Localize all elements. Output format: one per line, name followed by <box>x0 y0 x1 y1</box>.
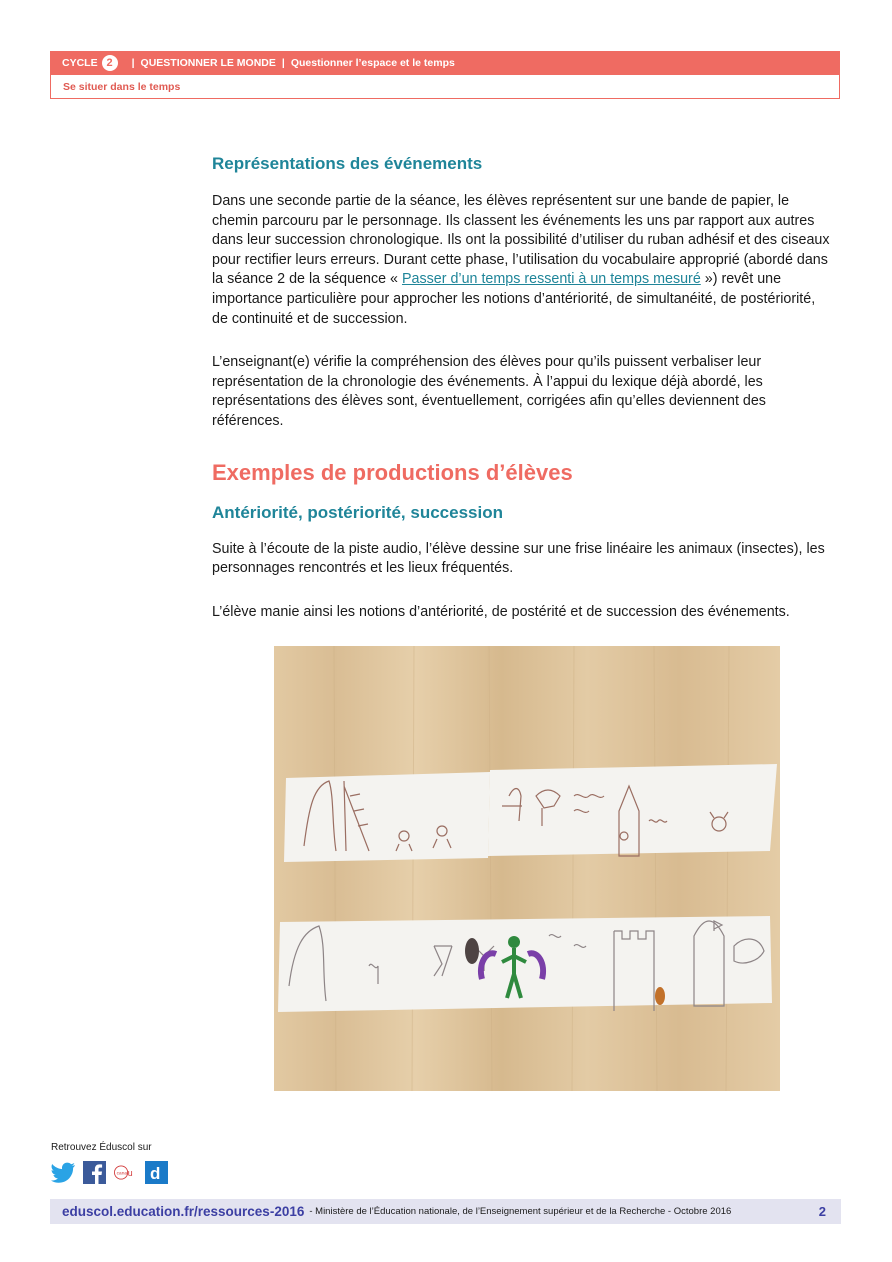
social-links <box>51 1160 169 1185</box>
paragraph-representations-2: L’enseignant(e) vérifie la compréhension des élèves pour qu’ils puissent verbaliser leur représentation de la chronologie des événements. À l’appui du lexique déjà abordé, les représentations des élèves sont, éventuellement, corrigées afin qu’elles deviennent des références. <box>212 354 766 429</box>
paragraph-text: Dans une seconde partie de la séance, les élèves représentent sur une bande de papier, le chemin parcouru par le personnage. Ils classent les événements les uns par rapport aux autres dans leur succession chronologique. Ils ont la possibilité d’utiliser du ruban adhésif et des ciseaux pour rectifier leurs erreurs. Durant cette phase, l’utilisation du vocabulaire approprié (abordé dans la séance 2 de la séquence « <box>212 193 830 288</box>
section-heading-representations: Représentations des événements <box>212 154 483 173</box>
svg-text:d: d <box>150 1164 161 1183</box>
frieze-drawing <box>274 646 780 1091</box>
facebook-icon[interactable] <box>82 1160 107 1185</box>
paragraph-representations-1 <box>212 192 832 329</box>
paragraph-examples-2: L’élève manie ainsi les notions d’antériorité, de postérité et de succession des événements. <box>212 603 790 620</box>
paragraph-text: ») revêt une importance particulière pour approcher les notions d’antériorité, de simultanéité, de postériorité, de continuité et de succession. <box>212 271 816 327</box>
page-number: 2 <box>818 1204 826 1219</box>
cycle-number-badge: 2 <box>102 55 118 71</box>
subheading-anteriority: Antériorité, postériorité, succession <box>212 502 503 522</box>
header-separator: | <box>281 57 285 69</box>
header-separator: | <box>131 57 135 69</box>
footer-site-link[interactable]: eduscol.education.fr/ressources-2016 <box>62 1204 305 1219</box>
footer-ministry: - Ministère de l’Éducation nationale, de l’Enseignement supérieur et de la Recherche - Octobre 2016 <box>309 1206 732 1217</box>
paragraph-examples-1: Suite à l’écoute de la piste audio, l’élève dessine sur une frise linéaire les animaux (insectes), les personnages rencontrés et les lieux fréquentés. <box>212 540 825 577</box>
student-frieze-photo <box>274 646 780 1091</box>
sequence-link[interactable]: Passer d’un temps ressenti à un temps mesuré <box>401 271 701 288</box>
dailymotion-icon[interactable] <box>144 1160 169 1185</box>
header-topic: Questionner l’espace et le temps <box>290 57 455 69</box>
header-band <box>50 51 840 75</box>
canal-u-icon[interactable] <box>113 1160 138 1185</box>
header-subject: QUESTIONNER LE MONDE <box>140 57 276 69</box>
footer-bar <box>50 1199 841 1224</box>
svg-text:u: u <box>127 1167 133 1178</box>
cycle-label: CYCLE <box>62 57 98 69</box>
svg-text:canal: canal <box>116 1171 129 1177</box>
follow-eduscol-text: Retrouvez Éduscol sur <box>51 1142 152 1153</box>
main-content <box>212 150 832 622</box>
section-heading-examples: Exemples de productions d’élèves <box>212 459 573 485</box>
header-subheading: Se situer dans le temps <box>50 75 840 99</box>
twitter-icon[interactable] <box>51 1160 76 1185</box>
